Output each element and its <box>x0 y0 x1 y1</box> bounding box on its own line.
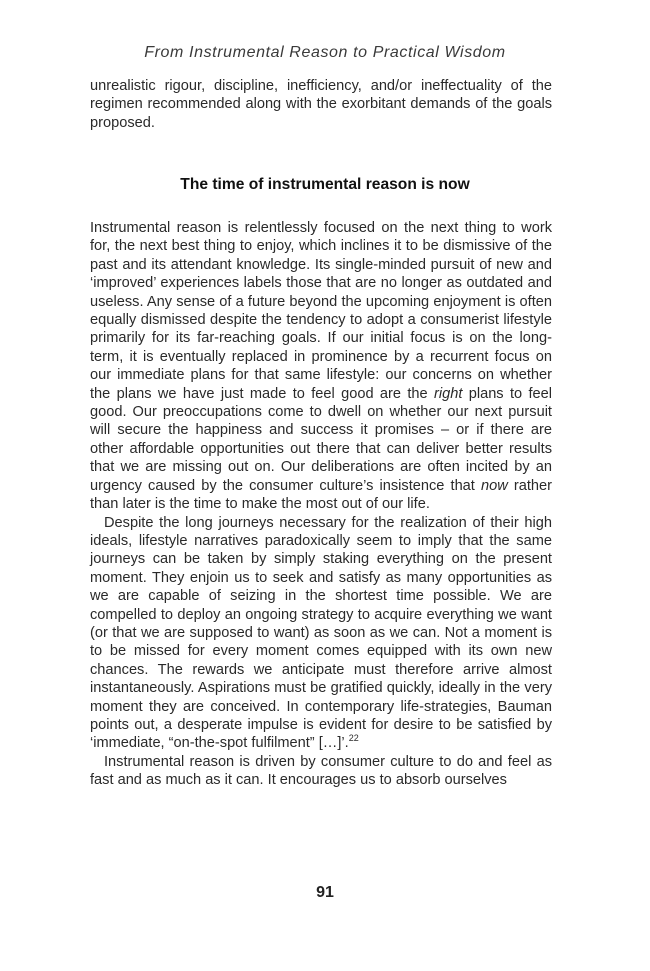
continuation-paragraph <box>90 77 552 132</box>
running-head: From Instrumental Reason to Practical Wisdom <box>144 44 506 61</box>
paragraph-1-part-b: plans to feel good. Our preoccupations come to dwell on whether our next pursuit will secure the happiness and success it promises – or if there are other affordable opportunities out there that can deliver better results that we are missing out on. Our deliberations are often incited by an urgency caused by the consumer culture’s insistence that <box>90 385 552 494</box>
paragraph-1-emphasis-now: now <box>480 477 508 494</box>
section-heading: The time of instrumental reason is now <box>180 176 470 193</box>
paragraph-1-part-a: Instrumental reason is relentlessly focused on the next thing to work for, the next best thing to enjoy, which inclines it to be dismissive of the past and its attendant knowledge. Its single-minded pursuit of new and ‘improved’ experiences labels those that are no longer as outdated and useless. Any sense of a future beyond the upcoming enjoyment is often equally dismissed despite the tendency to adopt a consumerist lifestyle primarily for its far-reaching goals. If our initial focus is on the long-term, it is eventually replaced in prominence by a recurrent focus on our immediate plans for that same lifestyle: our concerns on whether the plans we have just made to feel good are the <box>90 220 552 402</box>
page-number: 91 <box>316 884 334 901</box>
paragraph-1-part-c: rather than later is the time to make the most out of our life. <box>90 477 552 513</box>
paragraph-1-emphasis-right: right <box>433 385 463 402</box>
paragraph-2-text: Despite the long journeys necessary for the realization of their high ideals, lifestyle narratives paradoxically seem to imply that the same journeys can be taken by simply staking everything on the present moment. They enjoin us to seek and satisfy as many opportunities as we are capable of seizing in the shortest time possible. We are compelled to deploy an ongoing strategy to acquire everything we want (or that we are supposed to want) as soon as we can. Not a moment is to be missed for every moment comes equipped with its own new chances. The rewards we anticipate must therefore arrive almost instantaneously. Aspirations must be gratified quickly, ideally in the very moment they are conceived. In contemporary life-strategies, Bauman points out, a desperate impulse is evident for desire to be satisfied by ‘immediate, “on-the-spot fulfilment” […]’. <box>90 514 552 752</box>
continuation-text: unrealistic rigour, discipline, inefficiency, and/or ineffectuality of the regimen recommended along with the exorbitant demands of the goals proposed. <box>90 78 552 131</box>
paragraph-1 <box>90 219 552 514</box>
paragraph-2 <box>90 514 552 753</box>
paragraph-3: Instrumental reason is driven by consumer culture to do and feel as fast and as much as it can. It encourages us to absorb ourselves <box>90 753 552 789</box>
footnote-reference[interactable]: 22 <box>348 733 359 744</box>
section-body <box>90 219 552 790</box>
